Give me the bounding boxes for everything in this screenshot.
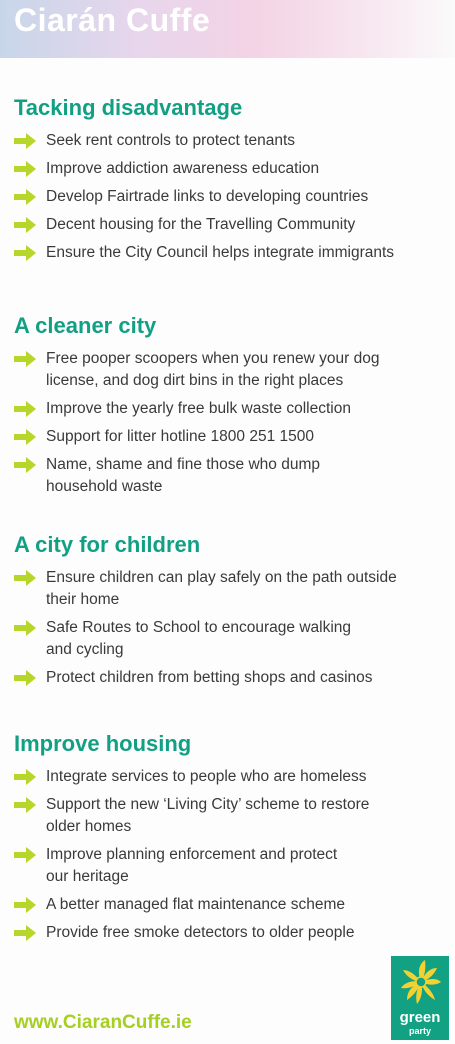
- list-item-line: Provide free smoke detectors to older people: [46, 924, 355, 941]
- logo-text-party: party: [408, 1026, 431, 1036]
- list-item: [14, 398, 444, 420]
- list-item-text: [46, 667, 444, 689]
- list-item-line: Ensure the City Council helps integrate immigrants: [46, 244, 395, 261]
- list-item: [14, 214, 444, 236]
- arrow-right-icon: [14, 797, 36, 813]
- list-item-line: Support the new ‘Living City’ scheme to restore: [46, 796, 370, 813]
- section-heading: Tacking disadvantage: [14, 95, 243, 120]
- arrow-right-icon: [14, 351, 36, 367]
- arrow-right-icon: [14, 897, 36, 913]
- arrow-right-icon: [14, 245, 36, 261]
- arrow-right-icon: [14, 670, 36, 686]
- list-item-line: older homes: [46, 818, 132, 835]
- list-item: [14, 794, 444, 838]
- arrow-right-icon: [14, 217, 36, 233]
- list-item: [14, 130, 444, 152]
- sunflower-icon: [399, 958, 443, 1008]
- list-item-text: [46, 426, 444, 448]
- list-item: [14, 894, 444, 916]
- section-heading: A city for children: [14, 532, 201, 557]
- list-item-line: Develop Fairtrade links to developing countries: [46, 188, 369, 205]
- list-item-text: [46, 398, 444, 420]
- list-item: [14, 426, 444, 448]
- section-heading: A cleaner city: [14, 313, 157, 338]
- list-item-text: [46, 214, 444, 236]
- list-item-line: Protect children from betting shops and casinos: [46, 669, 373, 686]
- list-item-text: [46, 348, 444, 392]
- list-item-text: [46, 794, 444, 838]
- list-item: [14, 617, 444, 661]
- section-improve-housing: [14, 730, 444, 950]
- list-item-line: Integrate services to people who are homeless: [46, 768, 367, 785]
- arrow-right-icon: [14, 847, 36, 863]
- list-item-text: [46, 242, 444, 264]
- arrow-right-icon: [14, 401, 36, 417]
- header-banner: [0, 0, 455, 58]
- list-item: [14, 454, 444, 498]
- section-city-for-children: [14, 531, 444, 695]
- logo-text-green: green: [399, 1009, 441, 1026]
- list-item-line: license, and dog dirt bins in the right places: [46, 372, 344, 389]
- list-item-text: [46, 186, 444, 208]
- list-item-line: our heritage: [46, 868, 129, 885]
- arrow-right-icon: [14, 769, 36, 785]
- list-item-text: [46, 454, 444, 498]
- list-item: [14, 922, 444, 944]
- section-cleaner-city: [14, 312, 444, 504]
- list-item-text: [46, 922, 444, 944]
- page-title: Ciarán Cuffe: [14, 2, 211, 38]
- list-item: [14, 348, 444, 392]
- list-item: [14, 766, 444, 788]
- list-item-line: Decent housing for the Travelling Community: [46, 216, 356, 233]
- section-heading: Improve housing: [14, 731, 192, 756]
- list-item-text: [46, 617, 444, 661]
- arrow-right-icon: [14, 429, 36, 445]
- list-item: [14, 186, 444, 208]
- list-item-line: Name, shame and fine those who dump: [46, 456, 320, 473]
- arrow-right-icon: [14, 457, 36, 473]
- arrow-right-icon: [14, 620, 36, 636]
- list-item-line: household waste: [46, 478, 163, 495]
- green-party-logo: [391, 956, 449, 1040]
- list-item-text: [46, 894, 444, 916]
- list-item-line: Improve the yearly free bulk waste collection: [46, 400, 351, 417]
- arrow-right-icon: [14, 133, 36, 149]
- list-item-text: [46, 158, 444, 180]
- list-item-line: Support for litter hotline 1800 251 1500: [46, 428, 314, 445]
- website-link[interactable]: www.CiaranCuffe.ie: [14, 1012, 192, 1033]
- list-item-line: their home: [46, 591, 120, 608]
- list-item-line: Free pooper scoopers when you renew your dog: [46, 350, 380, 367]
- list-item: [14, 844, 444, 888]
- arrow-right-icon: [14, 925, 36, 941]
- list-item-text: [46, 567, 444, 611]
- list-item-line: Seek rent controls to protect tenants: [46, 132, 295, 149]
- section-tacking-disadvantage: [14, 94, 444, 270]
- arrow-right-icon: [14, 161, 36, 177]
- list-item-text: [46, 766, 444, 788]
- list-item-text: [46, 130, 444, 152]
- list-item: [14, 158, 444, 180]
- list-item-text: [46, 844, 444, 888]
- list-item-line: and cycling: [46, 641, 124, 658]
- list-item-line: Ensure children can play safely on the path outside: [46, 569, 397, 586]
- list-item: [14, 242, 444, 264]
- list-item: [14, 667, 444, 689]
- list-item-line: Improve planning enforcement and protect: [46, 846, 338, 863]
- list-item: [14, 567, 444, 611]
- arrow-right-icon: [14, 570, 36, 586]
- list-item-line: Improve addiction awareness education: [46, 160, 320, 177]
- arrow-right-icon: [14, 189, 36, 205]
- list-item-line: Safe Routes to School to encourage walking: [46, 619, 352, 636]
- list-item-line: A better managed flat maintenance scheme: [46, 896, 345, 913]
